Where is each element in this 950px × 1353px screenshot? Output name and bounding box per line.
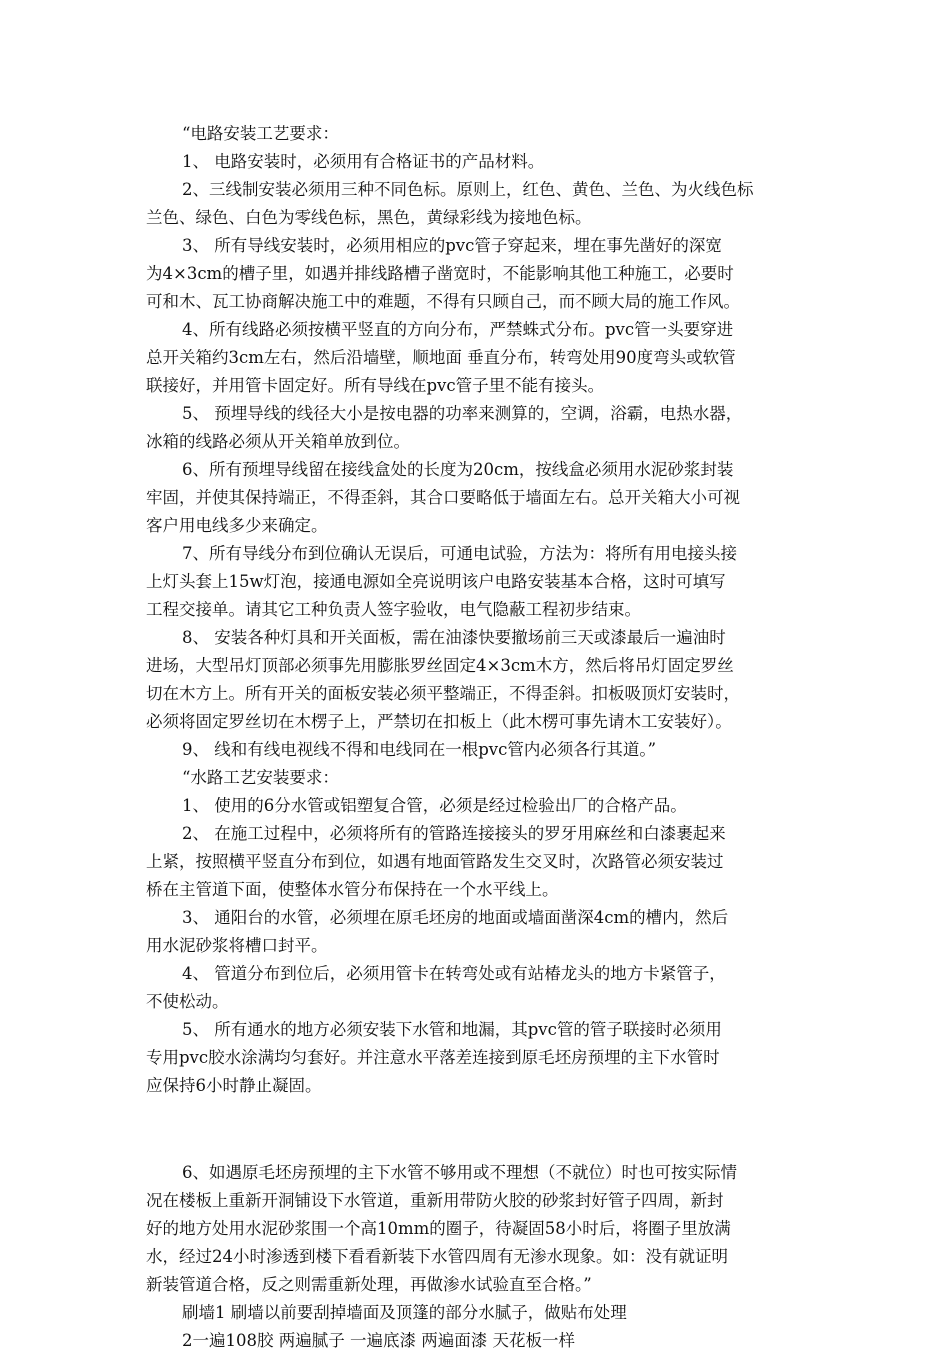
text-line: 专用pvc胶水涂满均匀套好。并注意水平落差连接到原毛坯房预埋的主下水管时 [146, 1048, 720, 1067]
text-line: 况在楼板上重新开洞铺设下水管道，重新用带防火胶的砂浆封好管子四周，新封 [146, 1191, 724, 1210]
text-line: 为4×3cm的槽子里，如遇并排线路槽子凿宽时，不能影响其他工种施工，必要时 [146, 264, 734, 283]
text-line: 用水泥砂浆将槽口封平。 [146, 936, 328, 955]
text-line: 8、 安装各种灯具和开关面板，需在油漆快要撤场前三天或漆最后一遍油时 [182, 628, 726, 647]
text-line: 2、三线制安装必须用三种不同色标。原则上，红色、黄色、兰色、为火线色标 [182, 180, 754, 199]
text-line: 6、所有预埋导线留在接线盒处的长度为20cm，按线盒必须用水泥砂浆封装 [182, 460, 734, 479]
text-line: 刷墙1 刷墙以前要刮掉墙面及顶篷的部分水腻子，做贴布处理 [182, 1303, 627, 1322]
text-line: 好的地方处用水泥砂浆围一个高10mm的圈子，待凝固58小时后，将圈子里放满 [146, 1219, 731, 1238]
text-line: 9、 线和有线电视线不得和电线同在一根pvc管内必须各行其道。” [182, 740, 657, 759]
text-line: 必须将固定罗丝切在木楞子上，严禁切在扣板上（此木楞可事先请木工安装好）。 [146, 712, 732, 731]
text-line: 工程交接单。请其它工种负责人签字验收，电气隐蔽工程初步结束。 [146, 600, 641, 619]
text-line: 2、 在施工过程中，必须将所有的管路连接接头的罗牙用麻丝和白漆裹起来 [182, 824, 726, 843]
text-line: 上灯头套上15w灯泡，接通电源如全亮说明该户电路安装基本合格，这时可填写 [146, 572, 726, 591]
text-line: 上紧，按照横平竖直分布到位，如遇有地面管路发生交叉时，次路管必须安装过 [146, 852, 724, 871]
text-line: “水路工艺安装要求： [182, 768, 339, 787]
text-line: 3、 所有导线安装时，必须用相应的pvc管子穿起来，埋在事先凿好的深宽 [182, 236, 722, 255]
text-line: 6、如遇原毛坯房预埋的主下水管不够用或不理想（不就位）时也可按实际情 [182, 1163, 737, 1182]
text-line: 总开关箱约3cm左右，然后沿墙壁，顺地面 垂直分布，转弯处用90度弯头或软管 [146, 348, 736, 367]
text-line: 切在木方上。所有开关的面板安装必须平整端正，不得歪斜。扣板吸顶灯安装时， [146, 684, 740, 703]
text-line: 不使松动。 [146, 992, 229, 1011]
text-line: 应保持6小时静止凝固。 [146, 1076, 322, 1095]
text-line: 进场，大型吊灯顶部必须事先用膨胀罗丝固定4×3cm木方，然后将吊灯固定罗丝 [146, 656, 734, 675]
text-line: 桥在主管道下面，使整体水管分布保持在一个水平线上。 [146, 880, 559, 899]
text-line: 新装管道合格，反之则需重新处理，再做渗水试验直至合格。” [146, 1275, 592, 1294]
text-line: 兰色、绿色、白色为零线色标，黑色，黄绿彩线为接地色标。 [146, 208, 592, 227]
text-line: 7、所有导线分布到位确认无误后，可通电试验，方法为：将所有用电接头接 [182, 544, 737, 563]
text-line: 联接好，并用管卡固定好。所有导线在pvc管子里不能有接头。 [146, 376, 605, 395]
text-line: 4、所有线路必须按横平竖直的方向分布，严禁蛛式分布。pvc管一头要穿进 [182, 320, 734, 339]
text-line: 可和木、瓦工协商解决施工中的难题，不得有只顾自己，而不顾大局的施工作风。 [146, 292, 740, 311]
text-line: 5、 预埋导线的线径大小是按电器的功率来测算的，空调，浴霸，电热水器， [182, 404, 743, 423]
text-line: 2一遍108胶 两遍腻子 一遍底漆 两遍面漆 天花板一样 [182, 1331, 575, 1350]
text-line: 牢固，并使其保持端正，不得歪斜，其合口要略低于墙面左右。总开关箱大小可视 [146, 488, 740, 507]
text-line: “电路安装工艺要求： [182, 124, 339, 143]
text-line: 冰箱的线路必须从开关箱单放到位。 [146, 432, 410, 451]
text-line: 1、 电路安装时，必须用有合格证书的产品材料。 [182, 152, 545, 171]
text-line: 1、 使用的6分水管或铝塑复合管，必须是经过检验出厂的合格产品。 [182, 796, 687, 815]
text-line: 3、 通阳台的水管，必须埋在原毛坯房的地面或墙面凿深4cm的槽内，然后 [182, 908, 729, 927]
text-line: 5、 所有通水的地方必须安装下水管和地漏，其pvc管的管子联接时必须用 [182, 1020, 722, 1039]
text-line: 客户用电线多少来确定。 [146, 516, 328, 535]
text-line: 水，经过24小时渗透到楼下看看新装下水管四周有无渗水现象。如：没有就证明 [146, 1247, 728, 1266]
text-line: 4、 管道分布到位后，必须用管卡在转弯处或有站椿龙头的地方卡紧管子， [182, 964, 726, 983]
